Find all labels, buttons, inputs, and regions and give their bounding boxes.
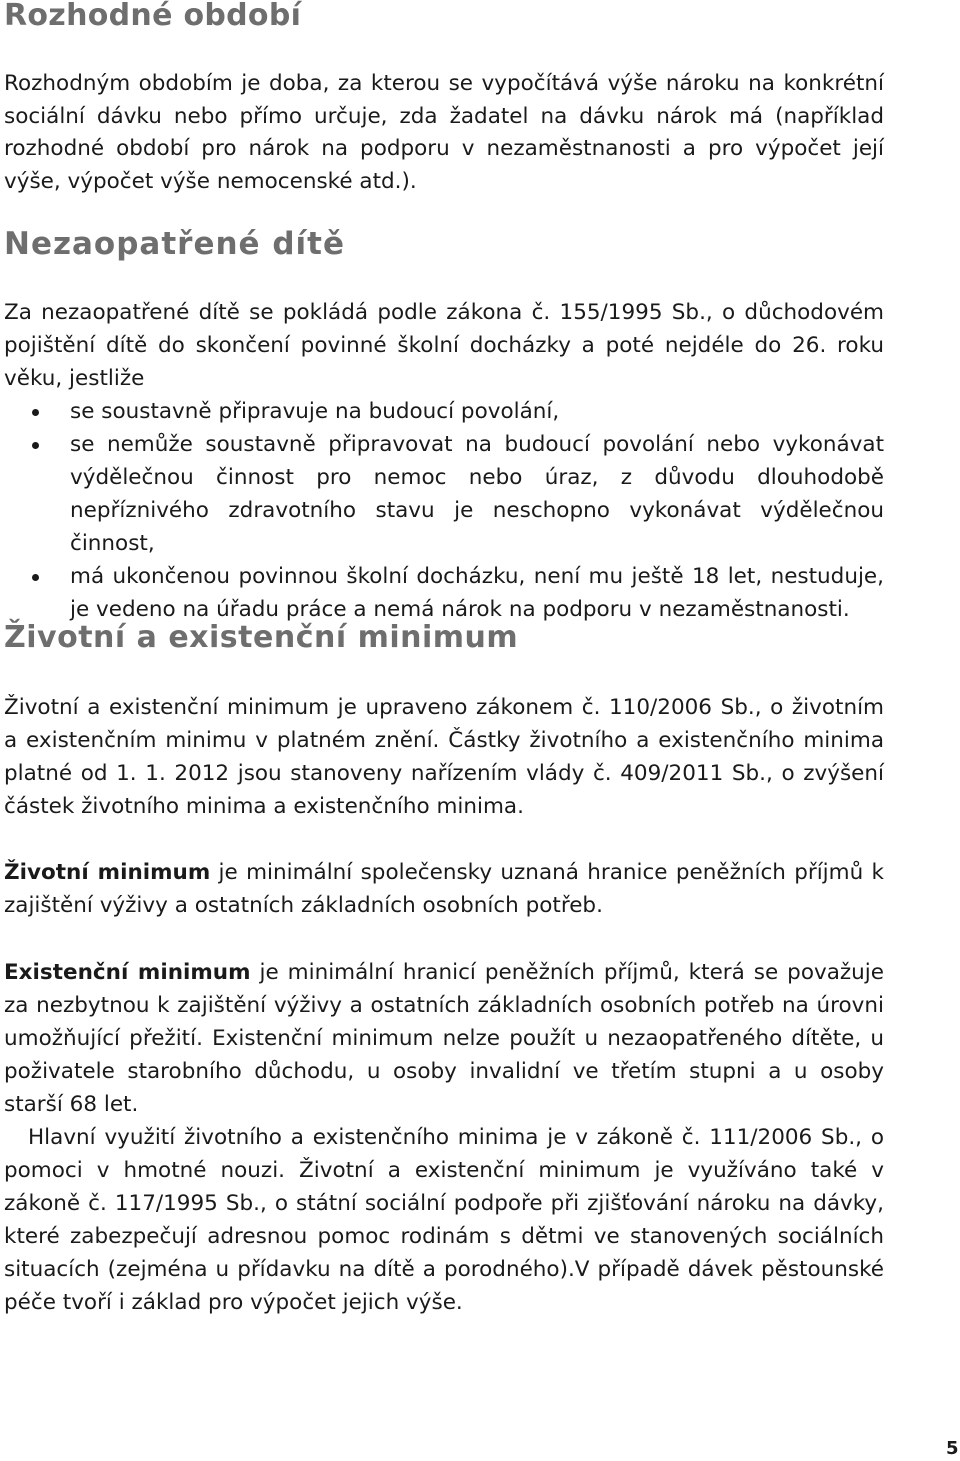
section-heading-nezaopatrene-dite: Nezaopatřené dítě — [4, 226, 346, 262]
paragraph-zivotni-intro: Životní a existenční minimum je upraveno zákonem č. 110/2006 Sb., o životním a existenčním minimu v platném znění. Částky životního a existenčního minima platné od 1. 1. 2012 jsou stanoveny nařízením vlády č. 409/2011 Sb., o zvýšení částek životního minima a existenčního minima. — [4, 695, 884, 819]
list-item: se nemůže soustavně připravovat na budoucí povolání nebo vykonávat výdělečnou činnost pro nemoc nebo úraz, z důvodu dlouhodobě nepříznivého zdravotního stavu je neschopno vykonávat výdělečnou činnost, — [4, 428, 884, 560]
definition-existencni-minimum: je minimální hranicí peněžních příjmů, která se považuje za nezbytnou k zajištění výživy a ostatních základních osobních potřeb na úrovni umožňující přežití. Existenční minimum nelze použít u nezaopatřeného dítěte, u poživatele starobního důchodu, u osoby invalidní ve třetím stupni a u osoby starší 68 let. — [4, 960, 884, 1117]
paragraph-nezaopatrene-dite: Za nezaopatřené dítě se pokládá podle zákona č. 155/1995 Sb., o důchodovém pojištění dítě do skončení povinné školní docházky a poté nejdéle do 26. roku věku, jestliže — [4, 300, 884, 391]
paragraph-vyuziti: Hlavní využití životního a existenčního minima je v zákoně č. 111/2006 Sb., o pomoci v hmotné nouzi. Životní a existenční minimum je využíváno také v zákoně č. 117/1995 Sb., o státní sociální podpoře při zjišťování nároku na dávky, které zabezpečují adresnou pomoc rodinám s dětmi ve stanovených sociálních situacích (zejména u přídavku na dítě a porodného).V případě dávek pěstounské péče tvoří i základ pro výpočet jejich výše. — [4, 1125, 884, 1315]
list-item: má ukončenou povinnou školní docházku, není mu ještě 18 let, nestuduje, je vedeno na úřadu práce a nemá nárok na podporu v nezaměstnanosti. — [4, 560, 884, 626]
definition-zivotni-minimum: je minimální společensky uznaná hranice peněžních příjmů k zajištění výživy a ostatních základních osobních potřeb. — [4, 860, 884, 918]
paragraph-rozhodne-obdobi: Rozhodným obdobím je doba, za kterou se vypočítává výše nároku na konkrétní sociální dávku nebo přímo určuje, zda žadatel na dávku nárok má (například rozhodné období pro nárok na podporu v nezaměstnanosti a pro výpočet její výše, výpočet výše nemocenské atd.). — [4, 71, 884, 195]
section-heading-rozhodne-obdobi: Rozhodné období — [4, 0, 302, 33]
term-existencni-minimum: Existenční minimum — [4, 960, 251, 985]
paragraph-zivotni-minimum — [4, 856, 884, 922]
page-number: 5 — [946, 1438, 959, 1459]
term-zivotni-minimum: Životní minimum — [4, 860, 211, 885]
bullet-list-conditions — [4, 395, 884, 626]
section-heading-zivotni-minimum: Životní a existenční minimum — [4, 620, 519, 655]
list-item: se soustavně připravuje na budoucí povolání, — [4, 395, 884, 428]
paragraph-existencni-minimum — [4, 956, 884, 1121]
